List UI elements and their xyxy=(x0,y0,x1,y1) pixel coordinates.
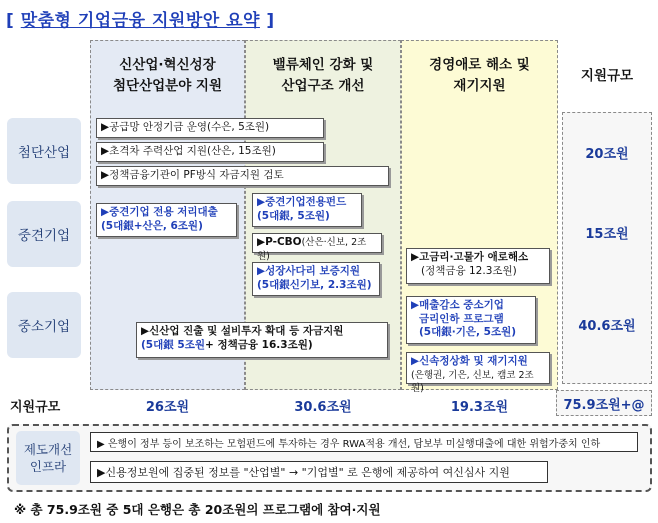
box-pf-funding-review: ▶정책금융기관이 PF방식 자금지원 검토 xyxy=(96,166,389,186)
row-label-sme: 중소기업 xyxy=(7,292,81,358)
box-midsize-low-rate-loan: ▶중견기업 전용 저리대출 (5대銀+산은, 6조원) xyxy=(96,203,237,237)
summary-total: 75.9조원+@ xyxy=(556,390,652,416)
box-growth-ladder-guarantee: ▶성장사다리 보증지원 (5대銀신기보, 2.3조원) xyxy=(252,262,380,296)
scale-advanced: 20조원 xyxy=(585,146,629,162)
page-title: [ 맞춤형 기업금융 지원방안 요약 ] xyxy=(6,11,275,31)
summary-col2: 30.6조원 xyxy=(294,399,352,415)
box-key-industry-support: ▶초격차 주력산업 지원(산은, 15조원) xyxy=(96,142,324,162)
infra-label: 제도개선 인프라 xyxy=(16,431,80,485)
column-header-valuechain: 밸류체인 강화 및 산업구조 개선 xyxy=(272,57,374,94)
summary-col1: 26조원 xyxy=(145,399,190,415)
box-pcbo: ▶P-CBO(산은·신보, 2조원) xyxy=(252,233,382,253)
scale-header: 지원규모 xyxy=(580,67,634,84)
row-label-midsize: 중견기업 xyxy=(7,201,81,267)
row-label-advanced: 첨단산업 xyxy=(7,118,81,184)
infra-item-credit-info: ▶신용정보원에 집중된 정보를 "산업별" → "기업별" 로 은행에 제공하여 여신심사 지원 xyxy=(90,461,548,483)
infra-item-rwa: ▶ 은행이 정부 등이 보조하는 모험펀드에 투자하는 경우 RWA적용 개선, 담보부 미실행대출에 대한 위험가중치 인하 xyxy=(90,432,638,452)
box-new-industry-investment: ▶신산업 진출 및 설비투자 확대 등 자금지원 (5대銀 5조원+ 정책금융 16.3조원) xyxy=(136,322,388,358)
column-header-recovery: 경영애로 해소 및 재기지원 xyxy=(429,57,530,94)
summary-col3: 19.3조원 xyxy=(450,399,509,415)
scale-sme: 40.6조원 xyxy=(578,318,636,334)
box-high-rate-relief: ▶고금리·고물가 애로해소 (정책금융 12.3조원) xyxy=(406,248,550,284)
box-midsize-fund: ▶중견기업전용펀드 (5대銀, 5조원) xyxy=(252,193,362,227)
column-header-advanced: 신산업·혁신성장 첨단산업분야 지원 xyxy=(112,57,223,94)
box-sales-decline-program: ▶매출감소 중소기업 금리인하 프로그램 (5대銀·기은, 5조원) xyxy=(406,296,536,344)
scale-midsize: 15조원 xyxy=(585,226,629,242)
box-supply-chain-fund: ▶공급망 안정기금 운영(수은, 5조원) xyxy=(96,118,324,138)
summary-label: 지원규모 xyxy=(10,399,61,415)
footnote: ※ 총 75.9조원 중 5대 은행은 총 20조원의 프로그램에 참여·지원 xyxy=(14,502,381,517)
box-rehabilitation-support: ▶신속정상화 및 재기지원 (은행권, 기은, 신보, 캠코 2조원) xyxy=(406,352,550,384)
page-title-text: 맞춤형 기업금융 지원방안 요약 xyxy=(20,11,260,31)
